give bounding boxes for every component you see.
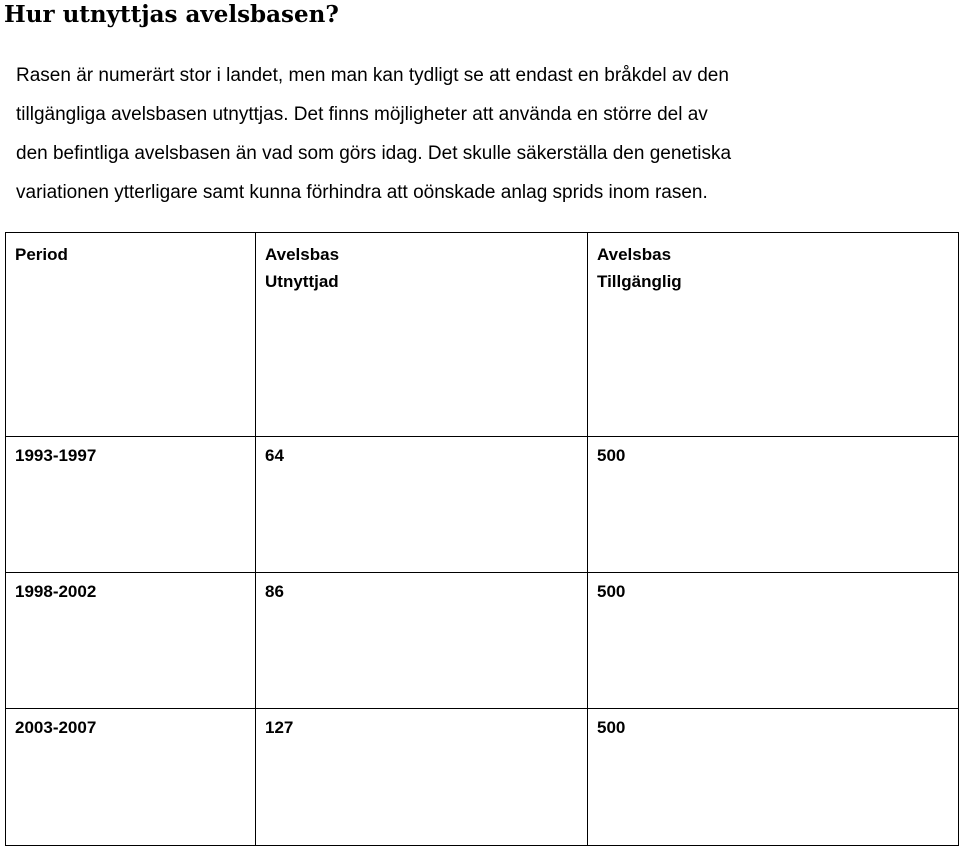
header-available-line2: Tillgänglig (597, 272, 682, 291)
cell-period: 2003-2007 (6, 709, 256, 846)
header-period-label: Period (15, 245, 68, 264)
header-used-line2: Utnyttjad (265, 272, 339, 291)
cell-used: 86 (256, 573, 588, 709)
table-row (6, 437, 959, 573)
table-header-row (6, 233, 959, 437)
cell-available: 500 (588, 709, 959, 846)
table-row (6, 709, 959, 846)
header-used (256, 233, 588, 437)
cell-period: 1993-1997 (6, 437, 256, 573)
intro-line: tillgängliga avelsbasen utnyttjas. Det finns möjligheter att använda en större del av (16, 104, 708, 125)
header-period (6, 233, 256, 437)
cell-period: 1998-2002 (6, 573, 256, 709)
cell-available: 500 (588, 573, 959, 709)
intro-paragraph (16, 56, 956, 212)
cell-used: 64 (256, 437, 588, 573)
intro-line: Rasen är numerärt stor i landet, men man kan tydligt se att endast en bråkdel av den (16, 65, 729, 86)
header-available (588, 233, 959, 437)
cell-available: 500 (588, 437, 959, 573)
header-used-line1: Avelsbas (265, 245, 340, 264)
intro-line: den befintliga avelsbasen än vad som görs idag. Det skulle säkerställa den genetiska (16, 143, 732, 164)
table-row (6, 573, 959, 709)
header-available-line1: Avelsbas (597, 245, 672, 264)
intro-line: variationen ytterligare samt kunna förhindra att oönskade anlag sprids inom rasen. (16, 182, 708, 203)
breeding-base-table (5, 232, 959, 846)
page-title: Hur utnyttjas avelsbasen? (4, 1, 339, 28)
cell-used: 127 (256, 709, 588, 846)
